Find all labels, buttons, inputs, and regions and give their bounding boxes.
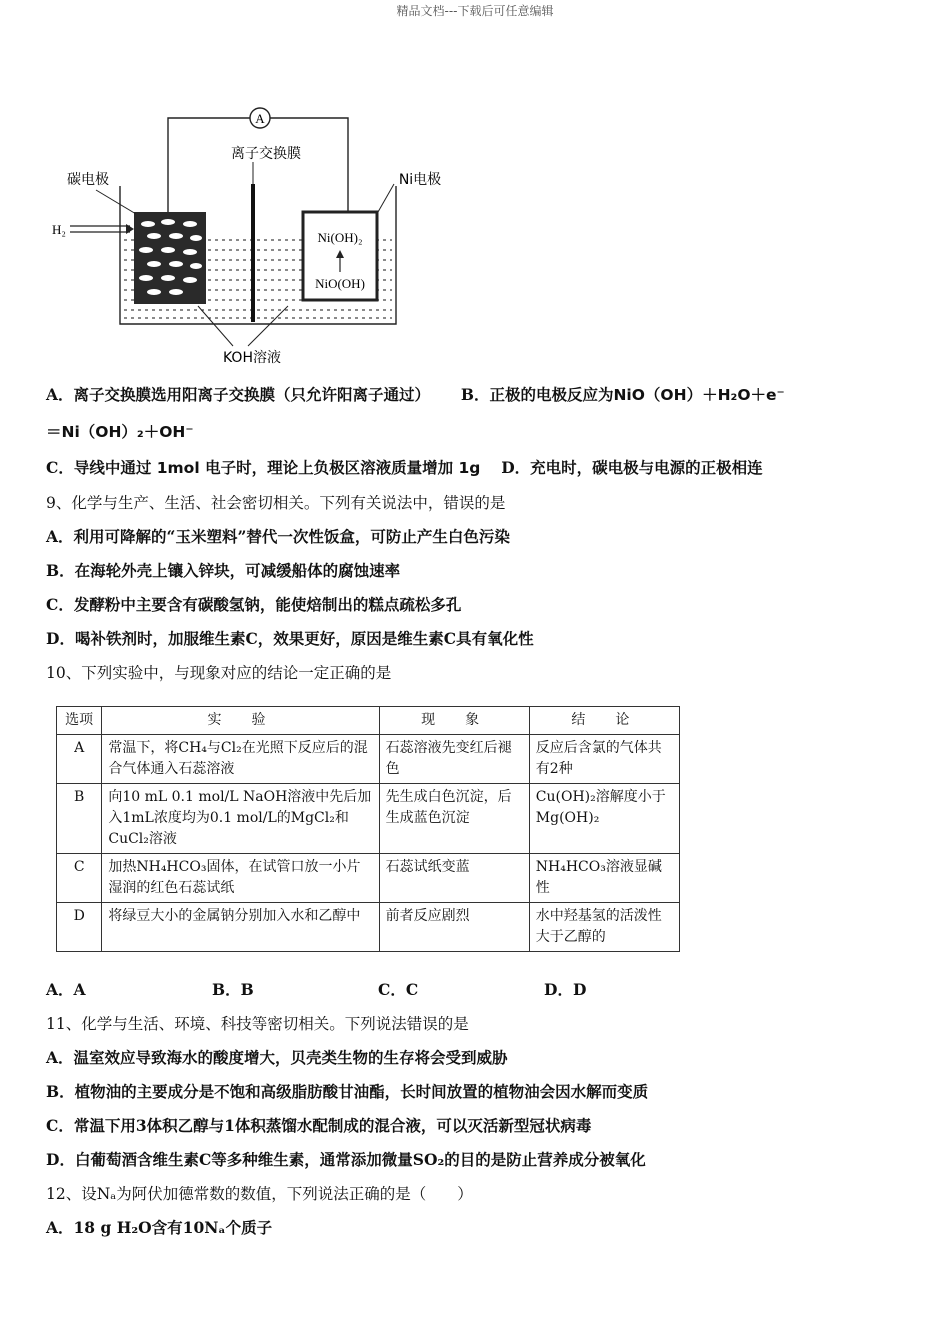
q11-option-a: A．温室效应导致海水的酸度增大，贝壳类生物的生存将会受到威胁 [46,1048,508,1067]
membrane-label: 离子交换膜 [231,146,301,162]
q9-stem: 9、化学与生产、生活、社会密切相关。下列有关说法中，错误的是 [46,494,506,512]
q8-option-b-formula: NiO（OH）＋H₂O＋e⁻ [613,386,785,404]
header-experiment: 实 验 [102,707,379,735]
q8-option-b-continued: ＝Ni（OH）₂＋OH⁻ [46,423,194,441]
ion-exchange-membrane [251,184,255,322]
q11-option-b: B．植物油的主要成分是不饱和高级脂肪酸甘油酯，长时间放置的植物油会因水解而变质 [46,1082,649,1101]
table-row [57,903,680,952]
h2-label: H₂ [52,222,66,237]
q8-option-c-mass: 1g [458,459,481,477]
nio-oh-label: NiO(OH) [315,276,365,291]
q12-stem: 12、设Nₐ为阿伏加德常数的数值，下列说法正确的是（ ） [46,1185,473,1203]
q10-option-b: B．B [212,980,254,999]
q8-option-c-line [46,457,763,479]
header-conclusion: 结 论 [529,707,679,735]
row-option: C [57,854,102,903]
row-option: D [57,903,102,952]
row-phenomenon: 石蕊溶液先变红后褪色 [379,735,529,784]
row-experiment: 加热NH₄HCO₃固体，在试管口放一小片湿润的红色石蕊试纸 [102,854,379,903]
q11-option-d: D．白葡萄酒含维生素C等多种维生素，通常添加微量SO₂的目的是防止营养成分被氧化 [46,1150,646,1169]
row-experiment: 常温下，将CH₄与Cl₂在光照下反应后的混合气体通入石蕊溶液 [102,735,379,784]
q9-option-d: D．喝补铁剂时，加服维生素C，效果更好，原因是维生素C具有氧化性 [46,629,534,648]
row-phenomenon: 前者反应剧烈 [379,903,529,952]
q10-options [46,979,710,1001]
q10-stem: 10、下列实验中，与现象对应的结论一定正确的是 [46,664,392,682]
table-row [57,854,680,903]
table-row [57,735,680,784]
ni-electrode-label: Ni电极 [398,172,442,188]
q8-option-d: D．充电时，碳电极与电源的正极相连 [501,458,763,477]
q9-option-c: C．发酵粉中主要含有碳酸氢钠，能使焙制出的糕点疏松多孔 [46,595,462,614]
header-option: 选项 [57,707,102,735]
q10-option-d: D．D [544,980,587,999]
q9-option-a: A．利用可降解的“玉米塑料”替代一次性饭盒，可防止产生白色污染 [46,527,510,546]
koh-solution-label: KOH溶液 [223,350,281,366]
q8-option-a: A．离子交换膜选用阳离子交换膜（只允许阳离子通过） [46,385,431,404]
q11-stem: 11、化学与生活、环境、科技等密切相关。下列说法错误的是 [46,1015,469,1033]
q8-option-c-amount: 1mol [156,459,200,477]
row-option: B [57,784,102,854]
row-experiment: 向10 mL 0.1 mol/L NaOH溶液中先后加入1mL浓度均为0.1 mol/L的MgCl₂和CuCl₂溶液 [102,784,379,854]
row-experiment: 将绿豆大小的金属钠分别加入水和乙醇中 [102,903,379,952]
row-conclusion: 反应后含氯的气体共有2种 [529,735,679,784]
q12-option-a: A．18 g H₂O含有10Nₐ个质子 [46,1218,273,1237]
table-row [57,784,680,854]
carbon-electrode-label: 碳电极 [67,172,109,188]
electrochemical-cell-diagram [48,100,468,370]
q8-option-a-line [46,384,785,406]
row-option: A [57,735,102,784]
table-header-row [57,707,680,735]
q8-option-c-prefix: C．导线中通过 [46,458,152,477]
ammeter-label: A [255,111,265,126]
row-conclusion: NH₄HCO₃溶液显碱性 [529,854,679,903]
q8-option-c-mid: 电子时，理论上负极区溶液质量增加 [205,458,454,477]
header-phenomenon: 现 象 [379,707,529,735]
q10-option-c: C．C [378,980,419,999]
q9-option-b: B．在海轮外壳上镶入锌块，可减缓船体的腐蚀速率 [46,561,401,580]
ni-oh2-label: Ni(OH)₂ [317,230,363,245]
page-header: 精品文档---下载后可任意编辑 [396,4,554,18]
row-conclusion: 水中羟基氢的活泼性大于乙醇的 [529,903,679,952]
q11-option-c: C．常温下用3体积乙醇与1体积蒸馏水配制成的混合液，可以灭活新型冠状病毒 [46,1116,592,1135]
q10-option-a: A．A [46,980,86,999]
row-phenomenon: 先生成白色沉淀，后生成蓝色沉淀 [379,784,529,854]
row-phenomenon: 石蕊试纸变蓝 [379,854,529,903]
q8-option-b-prefix: B．正极的电极反应为 [460,385,614,404]
experiment-table [56,706,680,952]
row-conclusion: Cu(OH)₂溶解度小于Mg(OH)₂ [529,784,679,854]
